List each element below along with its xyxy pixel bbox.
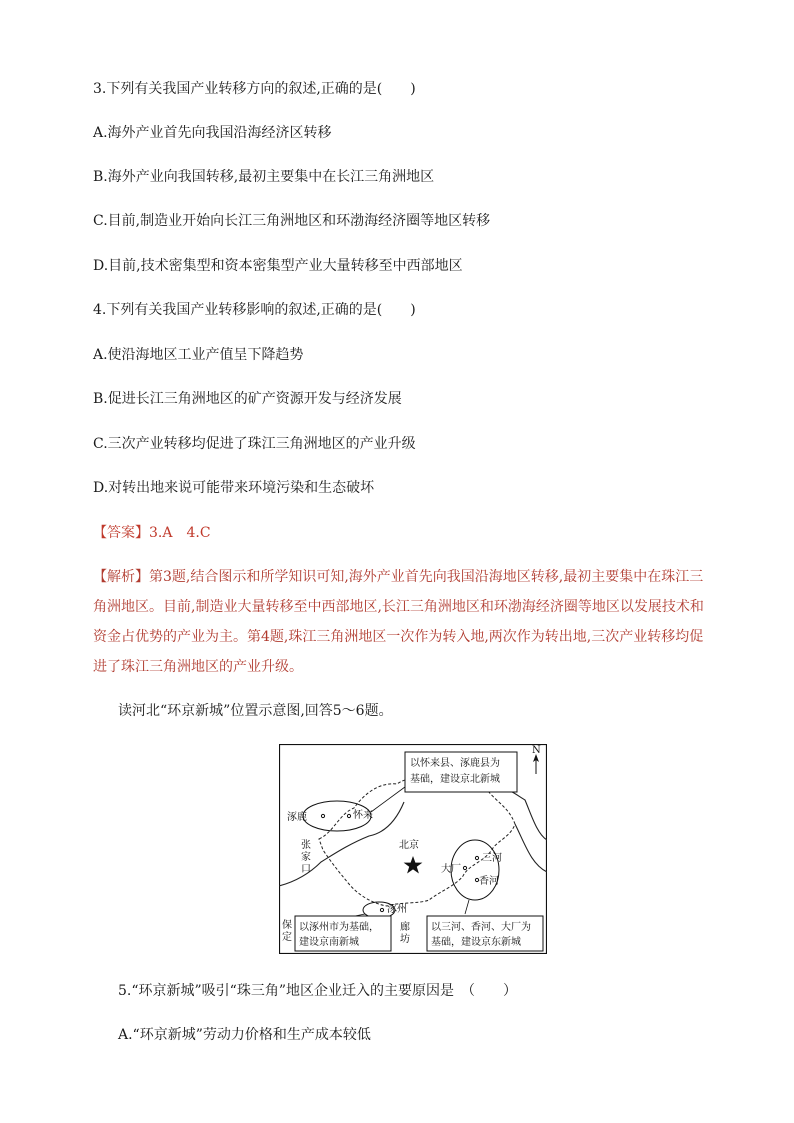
- question-3-option-a: A.海外产业首先向我国沿海经济区转移: [93, 125, 332, 141]
- question-3-option-d: D.目前,技术密集型和资本密集型产业大量转移至中西部地区: [93, 258, 463, 274]
- question-3-option-c: C.目前,制造业开始向长江三角洲地区和环渤海经济圈等地区转移: [93, 213, 491, 229]
- label-xianghe: 香河: [479, 876, 499, 887]
- label-baoding-1: 保: [282, 920, 292, 931]
- analysis-paragraph: [93, 562, 705, 682]
- answer-line: [93, 524, 211, 542]
- answer-tag: 【答案】: [93, 525, 149, 541]
- label-zhuozhou: 涿州: [387, 904, 407, 915]
- label-dachang: 大厂: [441, 864, 461, 875]
- label-zhangjiakou-3: 口: [301, 864, 311, 875]
- label-huailai: 怀来: [353, 810, 373, 821]
- label-zhangjiakou-2: 家: [301, 852, 311, 863]
- label-sanhe: 三河: [482, 853, 502, 864]
- north-label: N: [532, 745, 541, 756]
- label-baoding-2: 定: [282, 932, 292, 943]
- box-jingnan-line-2: 建设京南新城: [299, 937, 359, 948]
- box-jingdong-line-1: 以三河、香河、大厂为: [431, 922, 531, 933]
- question-4-option-d: D.对转出地来说可能带来环境污染和生态破坏: [93, 480, 375, 496]
- question-4-option-a: A.使沿海地区工业产值呈下降趋势: [93, 347, 304, 363]
- label-zhuolu: 涿鹿: [287, 812, 307, 823]
- question-4-option-b: B.促进长江三角洲地区的矿产资源开发与经济发展: [93, 391, 402, 407]
- question-3-option-b: B.海外产业向我国转移,最初主要集中在长江三角洲地区: [93, 169, 435, 185]
- box-jingbei-line-2: 基础，建设京北新城: [410, 774, 500, 785]
- question-4-option-c: C.三次产业转移均促进了珠江三角洲地区的产业升级: [93, 436, 416, 452]
- label-langfang-1: 廊: [400, 922, 410, 933]
- map-intro: 读河北“环京新城”位置示意图,回答5～6题。: [118, 703, 393, 719]
- question-3-stem: 3.下列有关我国产业转移方向的叙述,正确的是( ): [93, 81, 416, 97]
- box-jingnan-line-1: 以涿州市为基础，: [299, 922, 379, 933]
- box-jingdong-line-2: 基础，建设京东新城: [431, 937, 521, 948]
- label-zhangjiakou-1: 张: [301, 840, 311, 851]
- question-5-stem: 5.“环京新城”吸引“珠三角”地区企业迁入的主要原因是 （ ）: [118, 983, 517, 999]
- answer-text: 3.A 4.C: [149, 525, 211, 541]
- question-4-stem: 4.下列有关我国产业转移影响的叙述,正确的是( ): [93, 302, 416, 318]
- map-figure: [279, 744, 547, 954]
- label-beijing: 北京: [399, 840, 419, 851]
- question-5-option-a: A.“环京新城”劳动力价格和生产成本较低: [118, 1027, 371, 1043]
- analysis-tag: 【解析】: [93, 569, 149, 585]
- analysis-text: 第3题,结合图示和所学知识可知,海外产业首先向我国沿海地区转移,最初主要集中在珠江三角洲地区。目前,制造业大量转移至中西部地区,长江三角洲地区和环渤海经济圈等地区以发展技术和资金占优势的产业为主。第4题,珠江三角洲地区一次作为转入地,两次作为转出地,三次产业转移均促进了珠江三角洲地区的产业升级。: [93, 569, 704, 675]
- label-langfang-2: 坊: [400, 934, 410, 945]
- box-jingbei-line-1: 以怀来县、涿鹿县为: [410, 758, 500, 769]
